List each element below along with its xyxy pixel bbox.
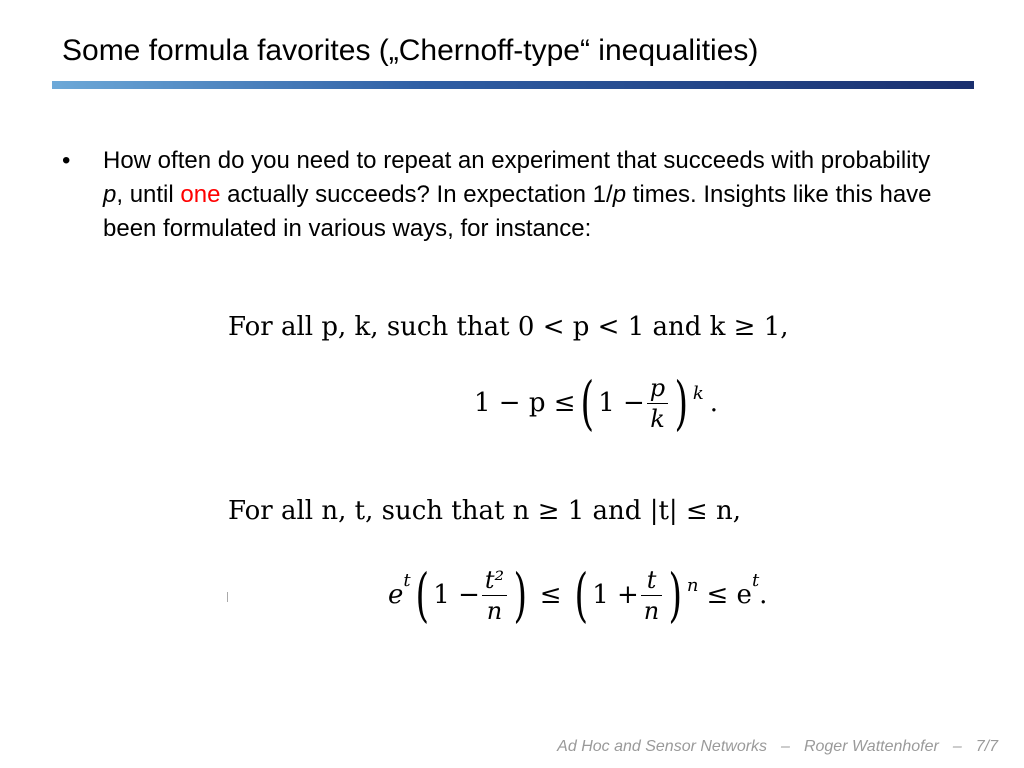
formula2-fraction1: [482, 565, 507, 626]
left-paren: (: [574, 561, 588, 629]
formula1-fraction: [647, 373, 668, 434]
formula2-lhs: $e^t$: [388, 570, 411, 610]
highlighted-word: one: [180, 181, 221, 208]
bullet-variable-p: p: [103, 181, 117, 208]
fraction-numerator: t: [641, 565, 662, 596]
formula2-fraction2: [641, 565, 662, 626]
fraction-denominator: k: [650, 404, 665, 433]
formula2-relation: ≤: [539, 580, 562, 610]
bullet-paragraph: [103, 144, 943, 246]
bullet-text-part: How often do you need to repeat an experiment that succeeds with probability: [103, 147, 931, 174]
bullet-text-part: times. Insights like this have been formulated in various ways, for instance:: [103, 181, 932, 242]
formula1-inner: 1 −: [598, 388, 645, 418]
faint-mark: [227, 592, 228, 602]
footer-author: Roger Wattenhofer: [803, 738, 939, 755]
formula2-exponent: n: [686, 574, 699, 596]
formula1-inequality: [474, 368, 718, 438]
footer-course: Ad Hoc and Sensor Networks: [557, 738, 768, 755]
footer-separator: –: [781, 738, 790, 755]
bullet-variable-p: p: [612, 181, 627, 208]
fraction-denominator: n: [643, 596, 660, 625]
fraction-denominator: n: [486, 596, 503, 625]
slide-footer: [557, 738, 998, 756]
footer-separator: –: [952, 738, 962, 755]
title-underline-bar: [52, 81, 974, 89]
right-paren: ): [668, 561, 683, 629]
bullet-icon: •: [62, 147, 71, 174]
left-paren: (: [580, 369, 594, 437]
left-paren: (: [415, 561, 429, 629]
fraction-numerator: p: [647, 373, 668, 404]
formula1-condition: For all p, k, such that 0 < p < 1 and k ≥ 1,: [228, 312, 789, 342]
bullet-text-part: actually succeeds? In expectation 1/: [220, 181, 613, 208]
slide-title: Some formula favorites („Chernoff-type“ inequalities): [62, 34, 759, 67]
formula2-inner1: 1 −: [433, 580, 480, 610]
right-paren: ): [513, 561, 528, 629]
formula1-lhs: 1 − p ≤: [474, 388, 576, 418]
formula2-rhs: ≤ $e^t$.: [706, 570, 768, 610]
formula2-condition: For all n, t, such that n ≥ 1 and |t| ≤ n,: [228, 496, 741, 526]
formula2-inequality: [388, 560, 767, 630]
formula1-exponent: k: [692, 382, 704, 404]
formula1-end: .: [709, 388, 718, 418]
formula2-inner2: 1 +: [592, 580, 639, 610]
bullet-text-part: , until: [116, 181, 181, 208]
right-paren: ): [674, 369, 689, 437]
footer-page-number: 7/7: [975, 738, 998, 755]
fraction-numerator: t²: [482, 565, 507, 596]
